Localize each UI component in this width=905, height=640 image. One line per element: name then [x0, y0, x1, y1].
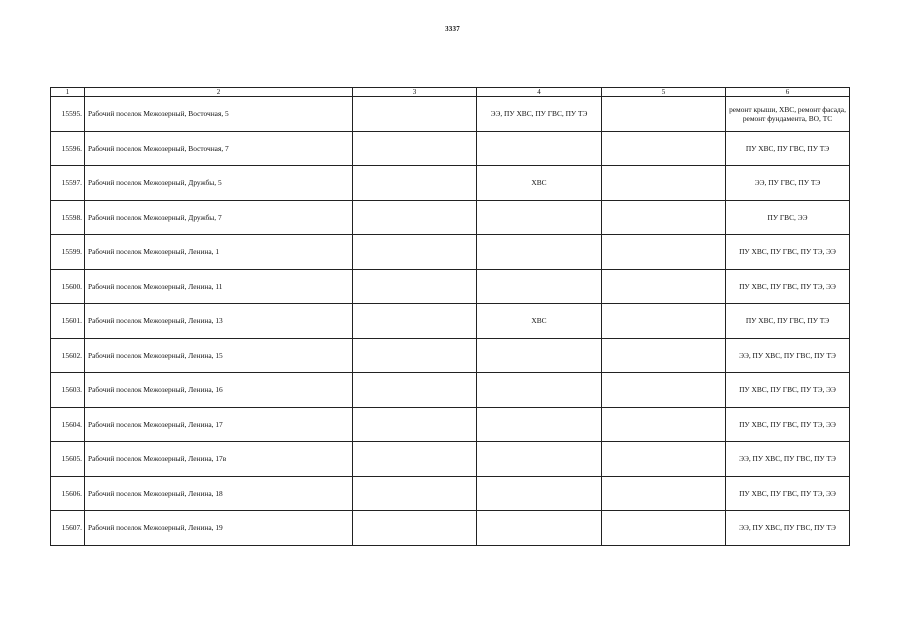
row-col3 — [353, 235, 477, 270]
row-number: 15600. — [51, 269, 85, 304]
table-row — [51, 304, 850, 339]
row-address: Рабочий поселок Межозерный, Ленина, 13 — [85, 304, 353, 339]
row-col4 — [477, 200, 602, 235]
row-number: 15604. — [51, 407, 85, 442]
row-col6: ПУ ХВС, ПУ ГВС, ПУ ТЭ, ЭЭ — [726, 235, 850, 270]
row-col6: ПУ ХВС, ПУ ГВС, ПУ ТЭ, ЭЭ — [726, 269, 850, 304]
row-number: 15601. — [51, 304, 85, 339]
table-row — [51, 442, 850, 477]
row-col6: ПУ ХВС, ПУ ГВС, ПУ ТЭ, ЭЭ — [726, 476, 850, 511]
row-col4 — [477, 131, 602, 166]
table-row — [51, 269, 850, 304]
row-col4 — [477, 235, 602, 270]
row-address: Рабочий поселок Межозерный, Ленина, 17 — [85, 407, 353, 442]
row-address: Рабочий поселок Межозерный, Ленина, 17в — [85, 442, 353, 477]
row-col3 — [353, 338, 477, 373]
row-col6: ЭЭ, ПУ ХВС, ПУ ГВС, ПУ ТЭ — [726, 511, 850, 546]
row-col5 — [602, 476, 726, 511]
table-row — [51, 131, 850, 166]
row-col6: ПУ ГВС, ЭЭ — [726, 200, 850, 235]
row-number: 15603. — [51, 373, 85, 408]
row-address: Рабочий поселок Межозерный, Восточная, 5 — [85, 97, 353, 132]
row-number: 15598. — [51, 200, 85, 235]
table-row — [51, 235, 850, 270]
row-col4 — [477, 269, 602, 304]
row-col4 — [477, 476, 602, 511]
row-address: Рабочий поселок Межозерный, Восточная, 7 — [85, 131, 353, 166]
row-col6: ремонт крыши, ХВС, ремонт фасада, ремонт фундамента, ВО, ТС — [726, 97, 850, 132]
row-col3 — [353, 166, 477, 201]
row-col4 — [477, 511, 602, 546]
row-col4: ХВС — [477, 304, 602, 339]
page-number: 3337 — [445, 25, 460, 33]
table-body — [51, 97, 850, 546]
row-col4 — [477, 373, 602, 408]
row-number: 15596. — [51, 131, 85, 166]
row-col5 — [602, 304, 726, 339]
row-col5 — [602, 373, 726, 408]
row-col3 — [353, 442, 477, 477]
table-row — [51, 373, 850, 408]
row-col5 — [602, 235, 726, 270]
row-number: 15605. — [51, 442, 85, 477]
row-col5 — [602, 442, 726, 477]
row-col6: ЭЭ, ПУ ГВС, ПУ ТЭ — [726, 166, 850, 201]
table-row — [51, 338, 850, 373]
row-number: 15607. — [51, 511, 85, 546]
row-address: Рабочий поселок Межозерный, Ленина, 18 — [85, 476, 353, 511]
row-col5 — [602, 166, 726, 201]
row-col5 — [602, 511, 726, 546]
table-row — [51, 407, 850, 442]
row-col3 — [353, 476, 477, 511]
table-row — [51, 97, 850, 132]
column-header-5: 5 — [602, 88, 726, 97]
table-row — [51, 476, 850, 511]
row-col5 — [602, 97, 726, 132]
row-col4 — [477, 442, 602, 477]
row-col3 — [353, 304, 477, 339]
row-col5 — [602, 269, 726, 304]
column-header-6: 6 — [726, 88, 850, 97]
table-header-row — [51, 88, 850, 97]
row-col3 — [353, 131, 477, 166]
row-number: 15597. — [51, 166, 85, 201]
table-row — [51, 511, 850, 546]
row-number: 15606. — [51, 476, 85, 511]
row-col3 — [353, 97, 477, 132]
column-header-4: 4 — [477, 88, 602, 97]
row-col3 — [353, 269, 477, 304]
row-col3 — [353, 511, 477, 546]
row-col3 — [353, 407, 477, 442]
table-row — [51, 166, 850, 201]
row-col6: ПУ ХВС, ПУ ГВС, ПУ ТЭ — [726, 131, 850, 166]
row-col6: ЭЭ, ПУ ХВС, ПУ ГВС, ПУ ТЭ — [726, 338, 850, 373]
column-header-1: 1 — [51, 88, 85, 97]
row-col5 — [602, 338, 726, 373]
row-address: Рабочий поселок Межозерный, Ленина, 1 — [85, 235, 353, 270]
row-address: Рабочий поселок Межозерный, Дружбы, 7 — [85, 200, 353, 235]
row-number: 15595. — [51, 97, 85, 132]
row-col4: ХВС — [477, 166, 602, 201]
row-col3 — [353, 200, 477, 235]
row-address: Рабочий поселок Межозерный, Ленина, 15 — [85, 338, 353, 373]
row-col5 — [602, 131, 726, 166]
table-row — [51, 200, 850, 235]
row-address: Рабочий поселок Межозерный, Дружбы, 5 — [85, 166, 353, 201]
row-address: Рабочий поселок Межозерный, Ленина, 11 — [85, 269, 353, 304]
column-header-2: 2 — [85, 88, 353, 97]
row-address: Рабочий поселок Межозерный, Ленина, 16 — [85, 373, 353, 408]
row-col6: ПУ ХВС, ПУ ГВС, ПУ ТЭ, ЭЭ — [726, 373, 850, 408]
row-number: 15602. — [51, 338, 85, 373]
row-col5 — [602, 200, 726, 235]
row-col6: ЭЭ, ПУ ХВС, ПУ ГВС, ПУ ТЭ — [726, 442, 850, 477]
data-table — [50, 87, 850, 546]
row-number: 15599. — [51, 235, 85, 270]
row-col4 — [477, 407, 602, 442]
row-address: Рабочий поселок Межозерный, Ленина, 19 — [85, 511, 353, 546]
row-col4: ЭЭ, ПУ ХВС, ПУ ГВС, ПУ ТЭ — [477, 97, 602, 132]
row-col6: ПУ ХВС, ПУ ГВС, ПУ ТЭ, ЭЭ — [726, 407, 850, 442]
row-col3 — [353, 373, 477, 408]
column-header-3: 3 — [353, 88, 477, 97]
row-col5 — [602, 407, 726, 442]
row-col4 — [477, 338, 602, 373]
row-col6: ПУ ХВС, ПУ ГВС, ПУ ТЭ — [726, 304, 850, 339]
